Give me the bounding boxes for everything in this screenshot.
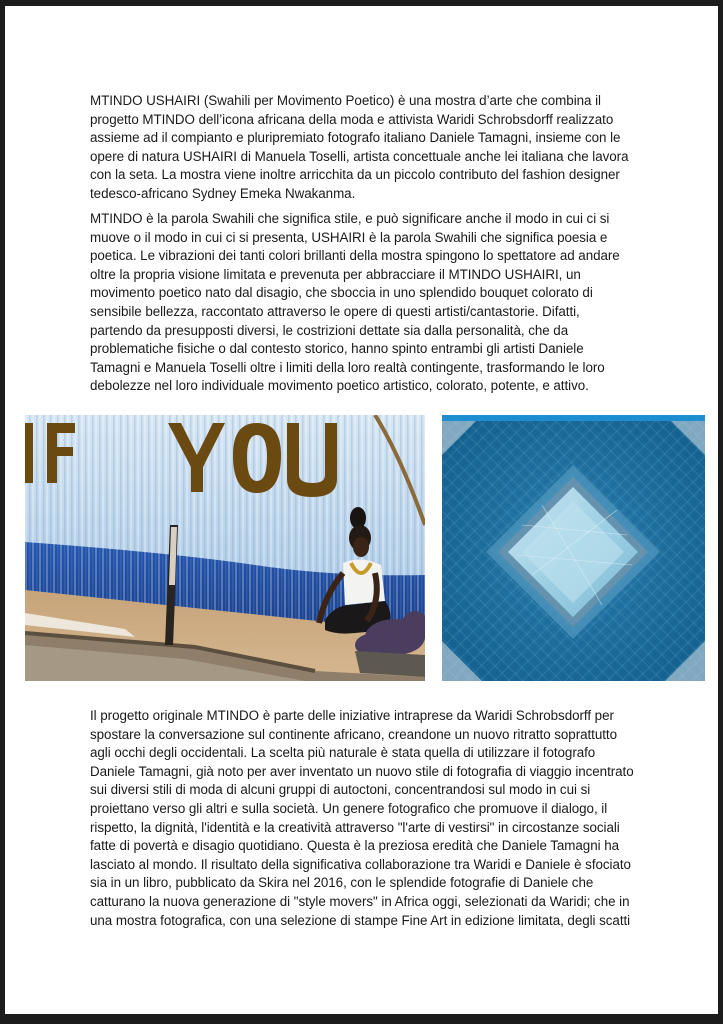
text-line: con la seta. La mostra viene inoltre arricchita da un piccolo contributo del fashion designer bbox=[90, 167, 620, 183]
text-line: poetica. Le vibrazioni dei tanti colori brillanti della mostra spingono lo spettatore ad andare bbox=[90, 248, 620, 264]
street-photo-graphic bbox=[25, 415, 425, 681]
text-line: MTINDO USHAIRI (Swahili per Movimento Poetico) è una mostra d’arte che combina il bbox=[90, 93, 601, 108]
blue-silk-artwork bbox=[442, 415, 705, 681]
paragraph-meaning bbox=[90, 210, 635, 396]
text-line: agli occhi degli occidentali. La scelta più naturale è stata quella di utilizzare il fotografo bbox=[90, 745, 596, 761]
text-line: lasciato al mondo. Il risultato della significativa collaborazione tra Waridi e Daniele è sfociato bbox=[90, 856, 631, 872]
text-line: debolezze nel loro individuale movimento poetico artistico, colorato, potente, e attivo. bbox=[90, 378, 589, 394]
text-line: Daniele Tamagni, già noto per aver inventato un nuovo stile di fotografia di viaggio incentrato bbox=[90, 763, 634, 779]
text-line: Il progetto originale MTINDO è parte delle iniziative intraprese da Waridi Schrobsdorff per bbox=[90, 708, 614, 723]
text-line: assieme ad il compianto e pluripremiato fotografo italiano Daniele Tamagni, insieme con le bbox=[90, 130, 621, 146]
paragraph-intro bbox=[90, 92, 635, 204]
text-line: sia in un libro, pubblicato da Skira nel 2016, con le splendide fotografie di Daniele che bbox=[90, 875, 594, 891]
text-line: tedesco-africano Sydney Emeka Nwakanma. bbox=[90, 185, 356, 201]
text-line: muove o il modo in cui ci si presenta, USHAIRI è la parola Swahili che significa poesia e bbox=[90, 229, 608, 245]
text-line: oltre la propria visione limitata e prevenuta per abbracciare il MTINDO USHAIRI, un bbox=[90, 266, 581, 282]
text-line: fatte di povertà e disagio quotidiano. Questa è la preziosa eredità che Daniele Tamagni ha bbox=[90, 838, 619, 854]
text-line: sensibile bellezza, raccontato attraverso le opere di questi artisti/cantastorie. Difatti, bbox=[90, 303, 580, 319]
text-line: sui diversi stili di moda di alcuni gruppi di autoctoni, concentrandosi sul modo in cui si bbox=[90, 782, 591, 798]
text-line: MTINDO è la parola Swahili che significa stile, e può significare anche il modo in cui ci si bbox=[90, 211, 610, 226]
text-line: progetto MTINDO dell’icona africana della moda e attivista Waridi Schrobsdorff realizzato bbox=[90, 111, 614, 127]
text-line: una mostra fotografica, con una selezione di stampe Fine Art in edizione limitata, degli scatti bbox=[90, 912, 631, 928]
text-line: problematiche fisiche o dal contesto storico, hanno spinto entrambi gli artisti Daniele bbox=[90, 341, 584, 357]
text-line: opere di natura USHAIRI di Manuela Toselli, artista concettuale anche lei italiana che lavora bbox=[90, 148, 629, 164]
text-line: proiettano verso gli altri e sulla società. Un genere fotografico che promuove il dialogo, il bbox=[90, 800, 608, 816]
paragraph-project bbox=[90, 707, 635, 930]
artwork-graphic bbox=[442, 415, 705, 681]
street-photo bbox=[25, 415, 425, 681]
text-line: movimento poetico nato dal disagio, che sboccia in uno splendido bouquet colorato di bbox=[90, 285, 593, 301]
text-line: Tamagni e Manuela Toselli oltre i limiti della loro realtà contingente, trasformando le loro bbox=[90, 359, 605, 375]
text-line: catturano la nuova generazione di "style movers" in Africa oggi, selezionati da Waridi; che in bbox=[90, 893, 630, 909]
text-line: rispetto, la dignità, l'identità e la creatività attraverso "l'arte di vestirsi" in circostanze sociali bbox=[90, 819, 620, 835]
text-line: partendo da presupposti diversi, le costrizioni dettate sia dalla personalità, che da bbox=[90, 322, 569, 338]
text-line: spostare la conversazione sul continente africano, creandone un nuovo ritratto soprattutto bbox=[90, 726, 617, 742]
document-page bbox=[5, 6, 718, 1014]
